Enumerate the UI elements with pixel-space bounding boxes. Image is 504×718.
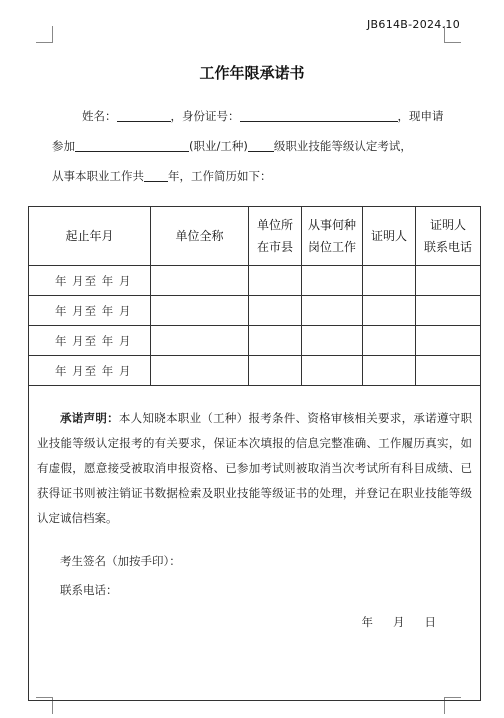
intro-line-2 bbox=[52, 138, 412, 154]
date-month: 月 bbox=[393, 615, 405, 629]
reference-cell[interactable] bbox=[363, 356, 416, 386]
header-employer: 单位全称 bbox=[151, 207, 249, 266]
declaration-cell bbox=[29, 386, 481, 701]
location-cell[interactable] bbox=[249, 296, 302, 326]
position-cell[interactable] bbox=[302, 356, 363, 386]
location-cell[interactable] bbox=[249, 266, 302, 296]
header-period: 起止年月 bbox=[29, 207, 151, 266]
header-reference: 证明人 bbox=[363, 207, 416, 266]
intro-line-3 bbox=[52, 168, 272, 184]
table-row bbox=[29, 326, 481, 356]
id-number-blank[interactable] bbox=[240, 109, 398, 122]
level-blank[interactable] bbox=[248, 139, 274, 152]
crop-mark-top-left bbox=[36, 26, 53, 43]
period-cell[interactable]: 年 月至 年 月 bbox=[29, 296, 151, 326]
reference-cell[interactable] bbox=[363, 326, 416, 356]
reference-phone-cell[interactable] bbox=[416, 266, 481, 296]
work-history-table bbox=[28, 206, 481, 701]
table-header-row bbox=[29, 207, 481, 266]
period-cell[interactable]: 年 月至 年 月 bbox=[29, 326, 151, 356]
reference-phone-cell[interactable] bbox=[416, 326, 481, 356]
reference-phone-cell[interactable] bbox=[416, 296, 481, 326]
contact-line bbox=[37, 578, 472, 603]
occupation-blank[interactable] bbox=[75, 139, 189, 152]
employer-cell[interactable] bbox=[151, 266, 249, 296]
apply-label: ，现申请 bbox=[397, 109, 444, 123]
join-label: 参加 bbox=[52, 139, 75, 153]
date-day: 日 bbox=[424, 615, 436, 629]
reference-cell[interactable] bbox=[363, 266, 416, 296]
header-location: 单位所 在市县 bbox=[249, 207, 302, 266]
header-position: 从事何种 岗位工作 bbox=[302, 207, 363, 266]
location-cell[interactable] bbox=[249, 356, 302, 386]
header-reference-phone: 证明人 联系电话 bbox=[416, 207, 481, 266]
id-label: ，身份证号： bbox=[170, 109, 240, 123]
declaration-paragraph bbox=[37, 406, 472, 531]
document-title: 工作年限承诺书 bbox=[199, 64, 305, 82]
declaration-body: 本人知晓本职业（工种）报考条件、资格审核相关要求，承诺遵守职业技能等级认定报考的有关要求，保证本次填报的信息完整准确、工作履历真实，如有虚假，愿意接受被取消申报资格、已参加考试则被取消当次考试所有科目成绩、已获得证书则被注销证书数据检索及职业技能等级证书的处理，并登记在职业技能等级认定诚信档案。 bbox=[37, 411, 473, 525]
position-cell[interactable] bbox=[302, 296, 363, 326]
declaration-title: 承诺声明： bbox=[60, 411, 119, 425]
signature-label: 考生签名（加按手印）： bbox=[60, 554, 181, 568]
period-cell[interactable]: 年 月至 年 月 bbox=[29, 266, 151, 296]
table-row bbox=[29, 356, 481, 386]
intro-line-1 bbox=[82, 108, 444, 124]
employer-cell[interactable] bbox=[151, 356, 249, 386]
contact-label: 联系电话： bbox=[60, 583, 118, 597]
years-suffix: 年，工作简历如下： bbox=[168, 169, 272, 183]
signature-line bbox=[37, 549, 472, 574]
reference-phone-cell[interactable] bbox=[416, 356, 481, 386]
level-label: 级职业技能等级认定考试， bbox=[273, 139, 412, 153]
date-year: 年 bbox=[361, 615, 373, 629]
date-line bbox=[37, 610, 472, 635]
period-cell[interactable]: 年 月至 年 月 bbox=[29, 356, 151, 386]
table-row bbox=[29, 296, 481, 326]
employer-cell[interactable] bbox=[151, 326, 249, 356]
table-row bbox=[29, 266, 481, 296]
position-cell[interactable] bbox=[302, 266, 363, 296]
years-blank[interactable] bbox=[144, 169, 168, 182]
employer-cell[interactable] bbox=[151, 296, 249, 326]
years-prefix: 从事本职业工作共 bbox=[52, 169, 144, 183]
occupation-label: (职业/工种) bbox=[189, 139, 248, 153]
name-blank[interactable] bbox=[117, 109, 171, 122]
declaration-row bbox=[29, 386, 481, 701]
name-label: 姓名： bbox=[82, 109, 117, 123]
location-cell[interactable] bbox=[249, 326, 302, 356]
document-code: JB614B-2024.10 bbox=[367, 18, 460, 31]
reference-cell[interactable] bbox=[363, 296, 416, 326]
position-cell[interactable] bbox=[302, 326, 363, 356]
